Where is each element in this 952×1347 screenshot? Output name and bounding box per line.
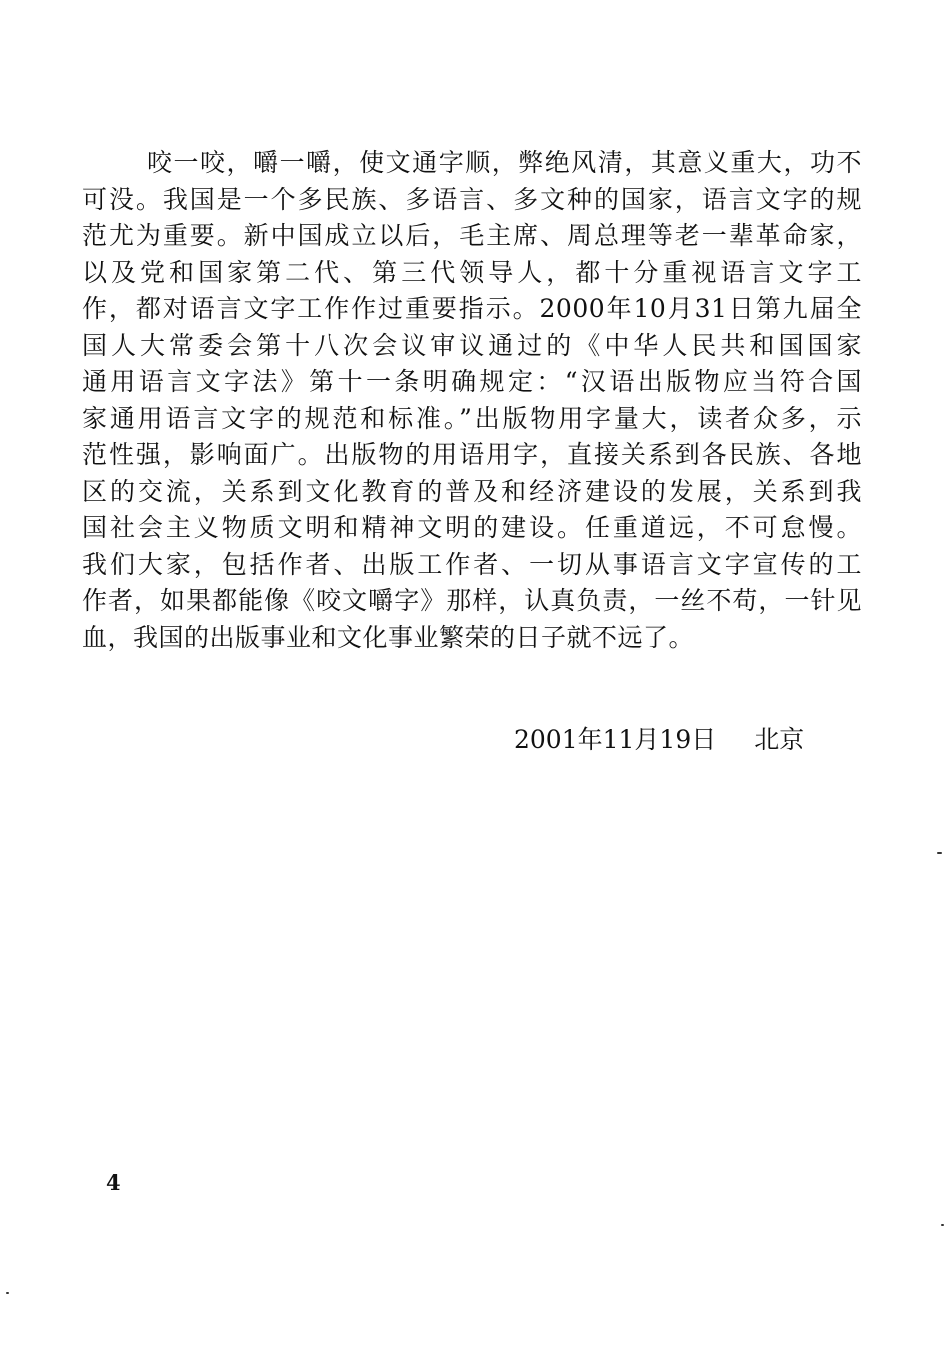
paragraph-line: 国人大常委会第十八次会议审议通过的《中华人民共和国国家 (82, 330, 862, 360)
paragraph-line: 血，我国的出版事业和文化事业繁荣的日子就不远了。 (82, 622, 695, 652)
paragraph-line: 国社会主义物质文明和精神文明的建设。任重道远，不可怠慢。 (82, 513, 862, 542)
signature-line (514, 722, 804, 758)
paragraph-line: 可没。我国是一个多民族、多语言、多文种的国家，语言文字的规 (82, 184, 862, 214)
paragraph-line: 范尤为重要。新中国成立以后，毛主席、周总理等老一辈革命家， (82, 221, 862, 250)
signature-date: 2001年11月19日 (514, 725, 717, 754)
signature-place: 北京 (754, 725, 805, 754)
scan-speck (6, 1292, 9, 1294)
scan-speck (941, 1224, 944, 1226)
paragraph-line: 作者，如果都能像《咬文嚼字》那样，认真负责，一丝不苟，一针见 (82, 586, 862, 615)
body-paragraph (82, 145, 862, 656)
paragraph-line: 作，都对语言文字工作作过重要指示。2000年10月31日第九届全 (82, 294, 862, 323)
paragraph-line: 我们大家，包括作者、出版工作者、一切从事语言文字宣传的工 (82, 549, 862, 579)
paragraph-line: 区的交流，关系到文化教育的普及和经济建设的发展，关系到我 (82, 476, 862, 506)
scan-speck (937, 852, 942, 854)
paragraph-line: 家通用语言文字的规范和标准。”出版物用字量大，读者众多，示 (82, 403, 862, 433)
paragraph-line: 咬一咬，嚼一嚼，使文通字顺，弊绝风清，其意义重大，功不 (147, 148, 862, 177)
paragraph-line: 以及党和国家第二代、第三代领导人，都十分重视语言文字工 (82, 257, 862, 287)
page-number: 4 (106, 1170, 121, 1195)
paragraph-line: 范性强，影响面广。出版物的用语用字，直接关系到各民族、各地 (82, 440, 862, 469)
paragraph-line: 通用语言文字法》第十一条明确规定：“汉语出版物应当符合国 (82, 367, 862, 396)
